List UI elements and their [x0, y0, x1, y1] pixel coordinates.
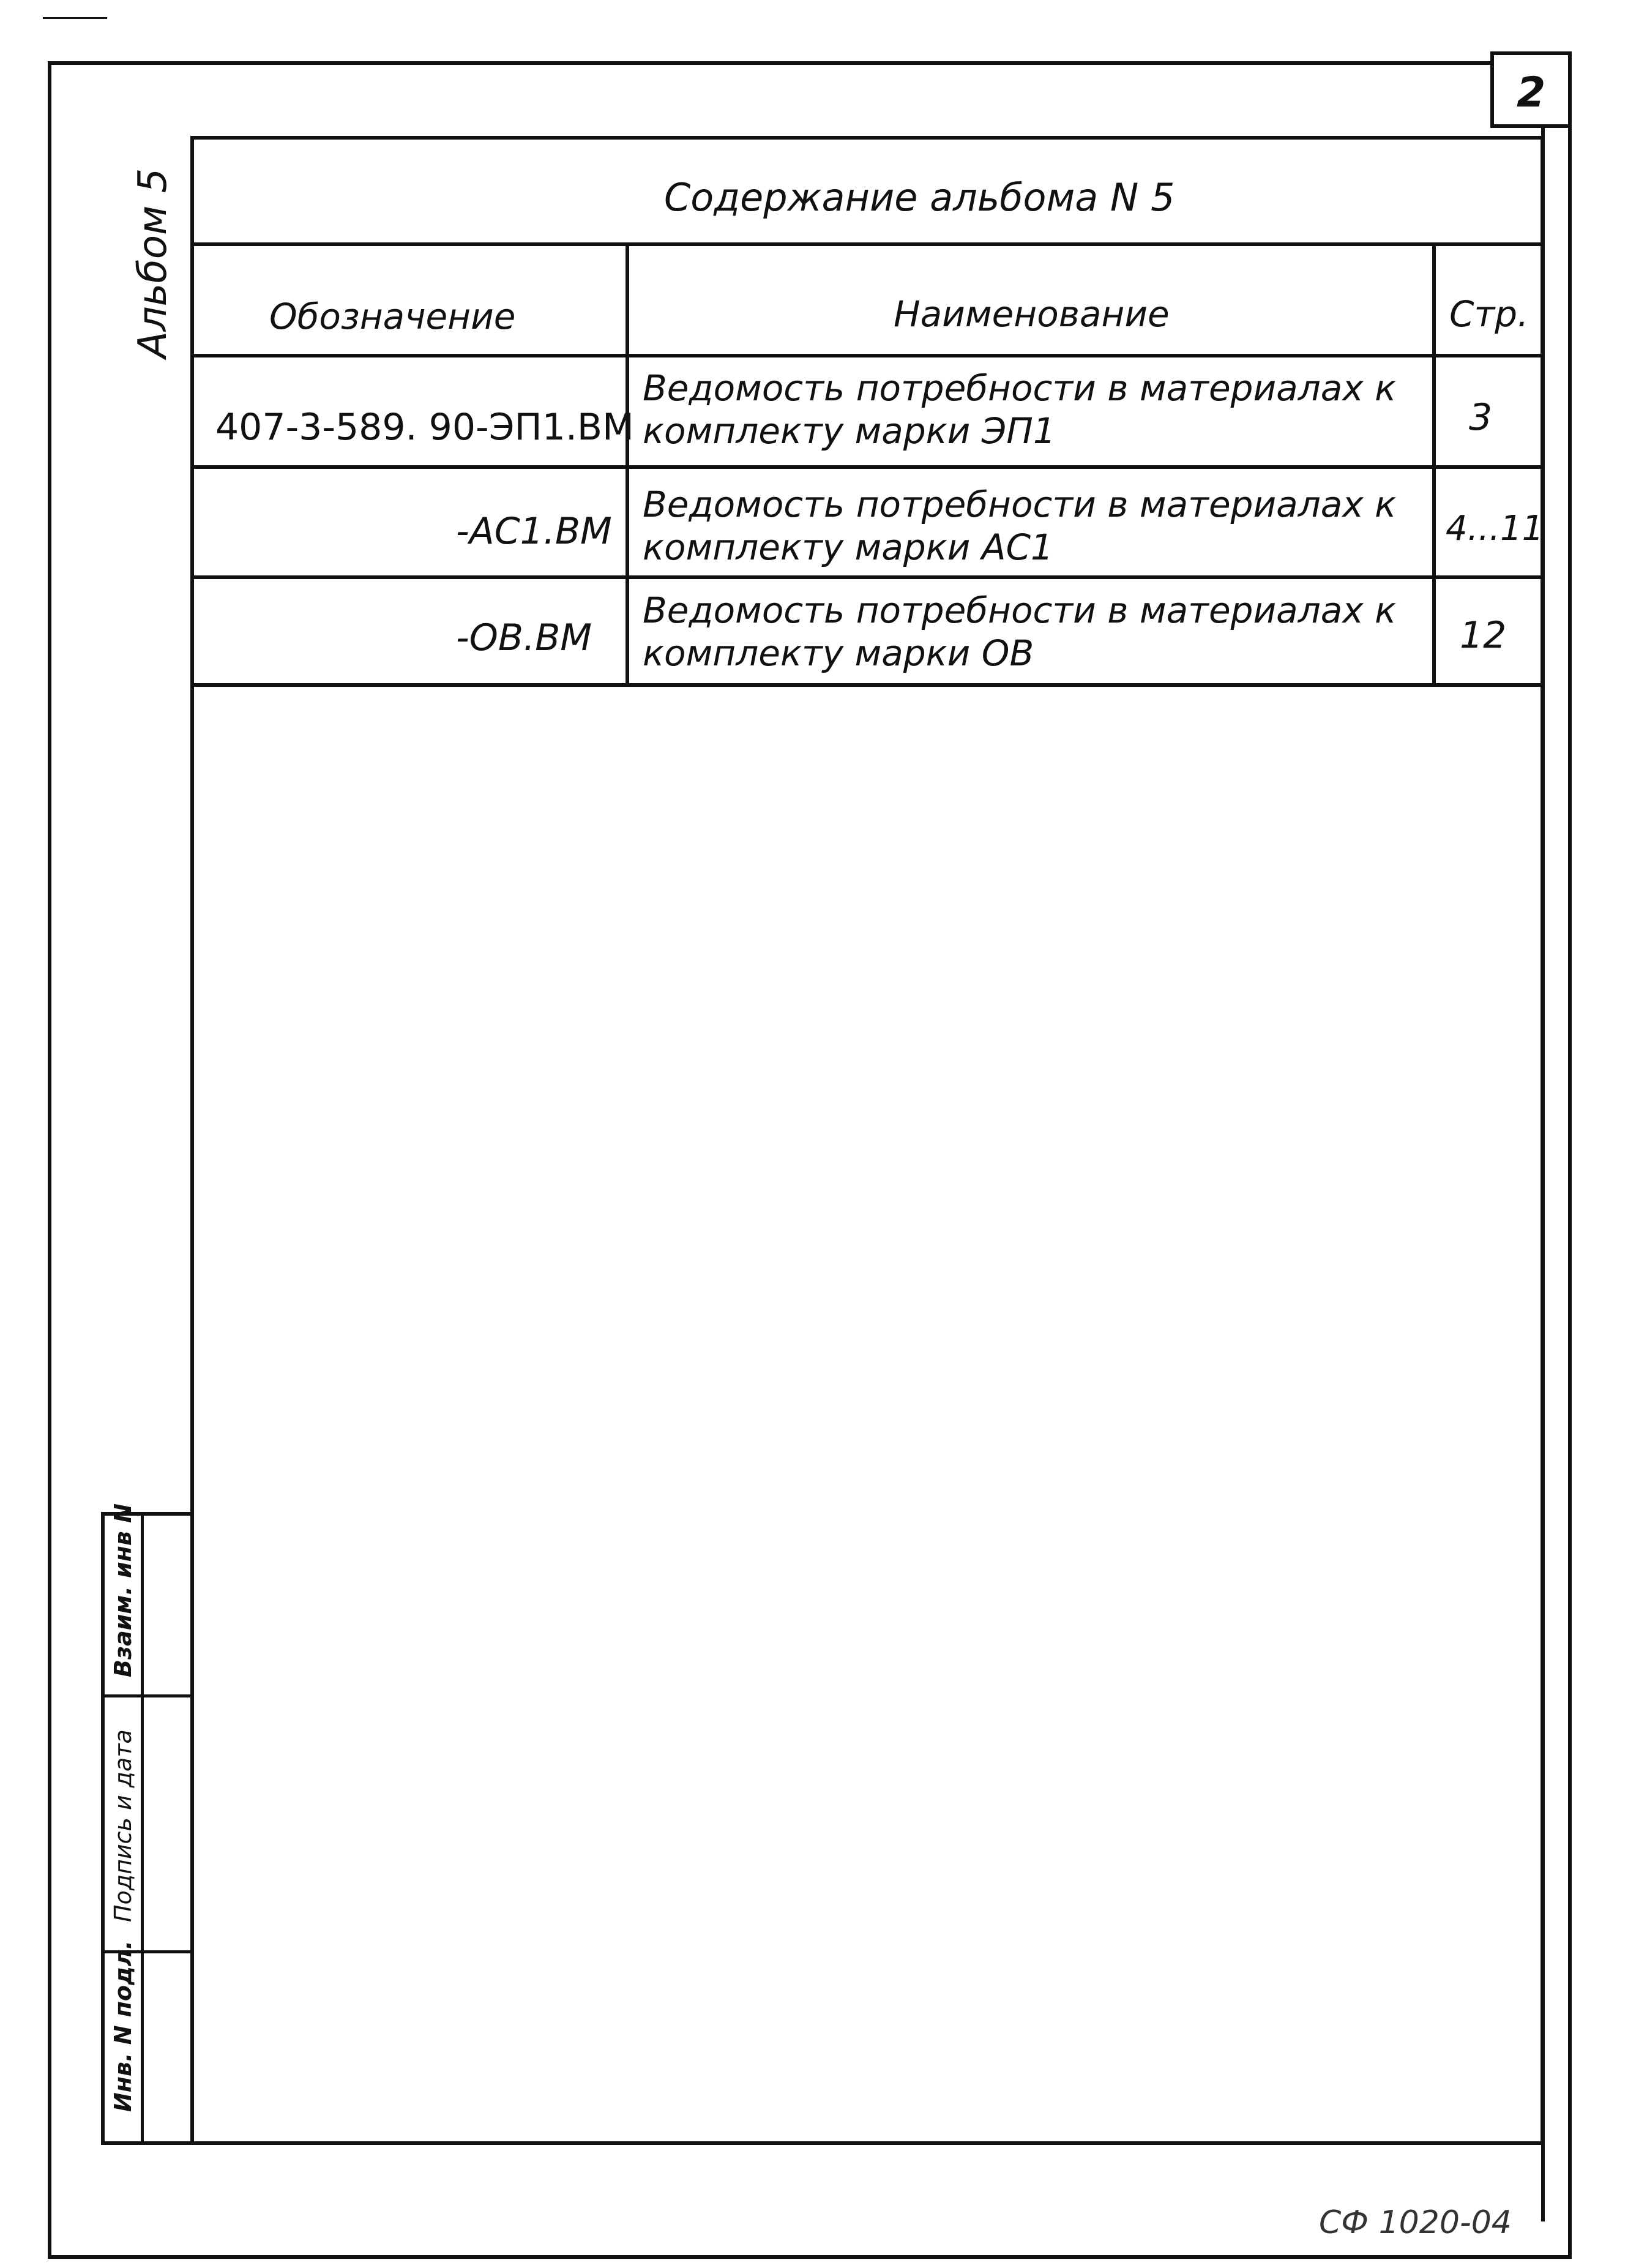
row3-name-line1: Ведомость потребности в материалах к	[643, 589, 1397, 631]
footer-code: СФ 1020-04	[1319, 2204, 1512, 2241]
side-stamp-inv-podl: Инв. N подл.	[110, 1940, 136, 2112]
header-page: Стр.	[1449, 293, 1529, 335]
row1-page: 3	[1469, 396, 1493, 439]
row1-name-line1: Ведомость потребности в материалах к	[643, 367, 1397, 409]
page-number: 2	[1517, 69, 1546, 117]
row2-name-line2: комплекту марки АС1	[643, 526, 1053, 568]
row2-designation: -АС1.ВМ	[456, 510, 612, 553]
row1-designation: 407-3-589. 90-ЭП1.ВМ	[215, 406, 634, 449]
row2-name-line1: Ведомость потребности в материалах к	[643, 484, 1397, 525]
table-line-row2	[190, 575, 1544, 579]
row3-name-line2: комплекту марки ОВ	[643, 632, 1034, 674]
right-border-outer	[1568, 128, 1572, 2246]
album-label: Альбом 5	[130, 168, 176, 358]
row1-name-line2: комплекту марки ЭП1	[643, 410, 1056, 452]
table-line-header	[190, 354, 1544, 357]
row3-designation: -ОВ.ВМ	[456, 616, 592, 659]
header-designation: Обозначение	[269, 296, 516, 337]
page-title: Содержание альбома N 5	[664, 175, 1175, 220]
side-stamp-row-divider-1	[101, 1694, 194, 1697]
row2-page: 4...11	[1446, 509, 1544, 548]
table-col-divider-1	[626, 242, 629, 687]
side-stamp-vzam-inv: Взаим. инв N	[110, 1503, 136, 1677]
table-line-row1	[190, 465, 1544, 469]
row3-page: 12	[1460, 614, 1507, 657]
scan-mark	[43, 17, 107, 19]
table-line-row3	[190, 683, 1544, 687]
table-col-divider-2	[1432, 242, 1436, 687]
side-stamp-podpis-data: Подпись и дата	[110, 1729, 136, 1922]
table-line-top	[190, 242, 1544, 246]
side-stamp-col-divider	[141, 1512, 144, 2145]
header-name: Наименование	[894, 293, 1170, 335]
